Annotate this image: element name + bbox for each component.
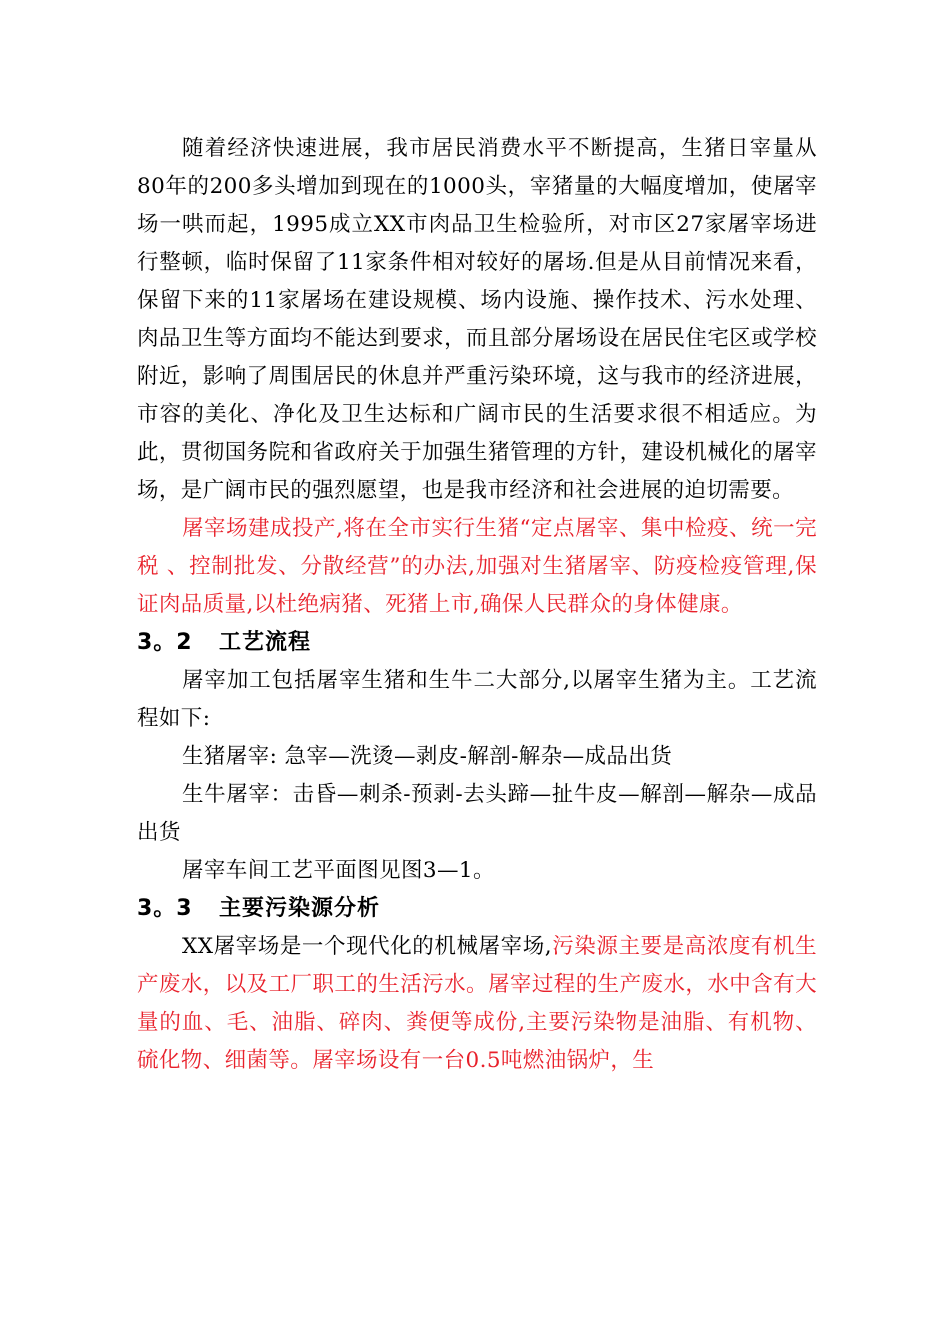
paragraph-figure-ref: 屠宰车间工艺平面图见图3—1。 bbox=[182, 858, 495, 883]
section-number: 3。3 bbox=[137, 896, 193, 921]
pollution-intro-text: XX屠宰场是一个现代化的机械屠宰场, bbox=[182, 934, 553, 959]
paragraph-pollution-sources bbox=[137, 928, 817, 1080]
paragraph-cattle-process: 生牛屠宰：击昏—刺杀-预剥-去头蹄—扯牛皮—解剖—解杂—成品出货 bbox=[137, 782, 817, 845]
pollution-detail-text: 污染源主要是高浓度有机生产废水，以及工厂职工的生活污水。屠宰过程的生产废水，水中含有大量的血、毛、油脂、碎肉、粪便等成份,主要污染物是油脂、有机物、硫化物、细菌等。屠宰场设有一台0.5吨燃油锅炉，生 bbox=[137, 934, 817, 1073]
document-body bbox=[137, 130, 817, 1080]
section-heading-3-2 bbox=[137, 624, 817, 662]
paragraph-benefits: 屠宰场建成投产,将在全市实行生猪“定点屠宰、集中检疫、统一完税 、控制批发、分散经营”的办法,加强对生猪屠宰、防疫检疫管理,保证肉品质量,以杜绝病猪、死猪上市,确保人民群众的身体健康。 bbox=[137, 516, 817, 617]
section-number: 3。2 bbox=[137, 630, 193, 655]
paragraph-pig-process: 生猪屠宰: 急宰—洗烫—剥皮-解剖-解杂—成品出货 bbox=[182, 744, 673, 769]
section-title: 主要污染源分析 bbox=[219, 896, 381, 921]
section-title: 工艺流程 bbox=[219, 630, 312, 655]
paragraph-process-intro: 屠宰加工包括屠宰生猪和生牛二大部分,以屠宰生猪为主。工艺流程如下: bbox=[137, 668, 817, 731]
section-heading-3-3 bbox=[137, 890, 817, 928]
paragraph-background: 随着经济快速进展，我市居民消费水平不断提高，生猪日宰量从80年的200多头增加到现在的1000头，宰猪量的大幅度增加，使屠宰场一哄而起，1995成立XX市肉品卫生检验所，对市区27家屠宰场进行整顿，临时保留了11家条件相对较好的屠场.但是从目前情况来看，保留下来的11家屠场在建设规模、场内设施、操作技术、污水处理、肉品卫生等方面均不能达到要求，而且部分屠场设在居民住宅区或学校附近，影响了周围居民的休息并严重污染环境，这与我市的经济进展，市容的美化、净化及卫生达标和广阔市民的生活要求很不相适应。为此，贯彻国务院和省政府关于加强生猪管理的方针，建设机械化的屠宰场，是广阔市民的强烈愿望，也是我市经济和社会进展的迫切需要。 bbox=[137, 136, 817, 503]
